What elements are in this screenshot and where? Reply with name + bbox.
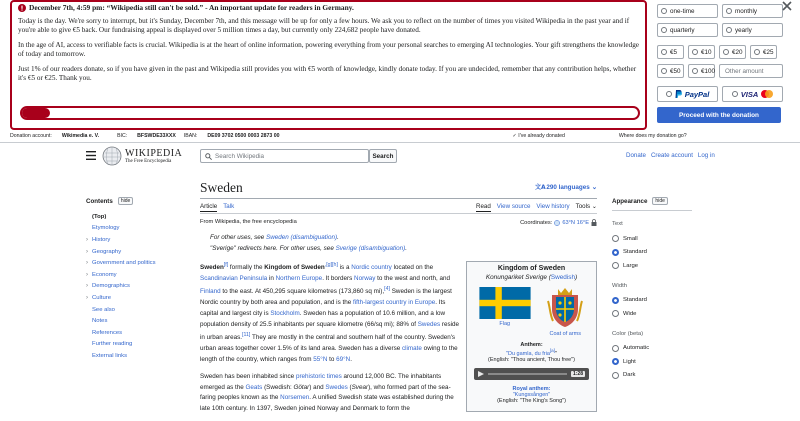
amount-25[interactable]: €25 — [750, 45, 777, 59]
play-icon[interactable] — [478, 371, 484, 377]
tab-view-history[interactable]: View history — [536, 203, 570, 210]
width-option-label: Wide — [623, 310, 637, 317]
proceed-donation-button[interactable]: Proceed with the donation — [657, 107, 781, 123]
other-amount-input[interactable]: Other amount — [719, 64, 783, 78]
flag-of-sweden — [479, 287, 531, 319]
infobox-subtitle: Konungariket Sverige (Swedish) — [485, 274, 578, 281]
svg-text:文A: 文A — [535, 184, 546, 191]
toc-item-etymology[interactable] — [86, 223, 181, 235]
anthem-translation: (English: "Thou ancient, Thou free") — [488, 356, 575, 363]
royal-anthem-name[interactable]: "Kungssången" — [512, 391, 551, 398]
hatnote-1-link[interactable]: Sweden (disambiguation) — [266, 234, 338, 241]
donation-progress-bar — [20, 106, 640, 120]
toc-item-label: Government and politics — [92, 260, 156, 267]
toc-item-further-reading[interactable] — [86, 339, 181, 351]
toc-item-label: (Top) — [92, 213, 107, 220]
globe-small-icon — [554, 220, 560, 226]
flag-figure[interactable] — [479, 287, 531, 337]
toc-item-external-links[interactable] — [86, 350, 181, 362]
toc-item-government-and-politics[interactable] — [86, 257, 181, 269]
amount-100[interactable]: €100 — [688, 64, 715, 78]
search-icon — [205, 153, 212, 160]
menu-icon[interactable] — [86, 151, 96, 160]
chevron-right-icon[interactable]: › — [86, 283, 88, 290]
link-69n[interactable]: 69°N — [336, 355, 351, 363]
appeal-title-text: December 7th, 4:59 pm: “Wikipedia still can't be sold.” - An important update for readers in Germany. — [29, 3, 354, 12]
frequency-monthly[interactable]: monthly — [722, 4, 783, 18]
toc-item-references[interactable] — [86, 327, 181, 339]
toc-item-history[interactable] — [86, 234, 181, 246]
width-wide-radio[interactable] — [612, 307, 692, 321]
where-donation-goes-link[interactable]: Where does my donation go? — [618, 133, 687, 139]
tab-article[interactable]: Article — [200, 203, 218, 210]
logo-tagline: The Free Encyclopedia — [125, 158, 172, 164]
link-fifth-largest[interactable]: fifth-largest country in Europe — [352, 299, 436, 307]
text-size-option-label: Small — [623, 235, 638, 242]
coat-of-arms-caption[interactable]: Coat of arms — [549, 331, 581, 337]
color-dark-radio[interactable] — [612, 369, 692, 383]
anthem-label: Anthem: — [520, 342, 543, 348]
tab-talk[interactable]: Talk — [223, 203, 235, 210]
toc-item-geography[interactable] — [86, 246, 181, 258]
coat-of-arms-figure[interactable] — [546, 287, 584, 337]
already-donated-link[interactable]: ✓ I've already donated — [512, 133, 565, 139]
royal-anthem-label[interactable]: Royal anthem: — [512, 385, 551, 392]
color-option-label: Light — [623, 358, 636, 365]
link-nordic-country[interactable]: Nordic country — [351, 264, 392, 272]
infobox — [466, 261, 597, 412]
width-option-label: Standard — [623, 297, 647, 304]
toc-item-culture[interactable] — [86, 292, 181, 304]
paypal-icon — [675, 90, 682, 98]
text-size-large-radio[interactable] — [612, 259, 692, 273]
search-input[interactable]: Search Wikipedia — [200, 149, 369, 163]
hatnote-1: For other uses, see Sweden (disambiguation). — [210, 234, 339, 241]
link-stockholm[interactable]: Stockholm — [270, 310, 300, 318]
toc-item-label: Geography — [92, 248, 122, 255]
text-size-standard-radio[interactable] — [612, 246, 692, 260]
frequency-one-time[interactable]: one-time — [657, 4, 718, 18]
table-of-contents — [86, 197, 181, 362]
amount-10[interactable]: €10 — [688, 45, 715, 59]
flag-caption[interactable]: Flag — [499, 321, 511, 327]
link-swedes-2[interactable]: Swedes — [325, 383, 348, 391]
width-standard-radio[interactable] — [612, 294, 692, 308]
donate-link[interactable]: Donate — [626, 152, 646, 159]
donation-appeal — [10, 0, 647, 130]
mastercard-icon — [761, 90, 773, 98]
globe-icon — [102, 146, 122, 166]
anthem-name: "Du gamla, du fria[a]" — [506, 348, 557, 357]
language-button[interactable]: 文A 290 languages ⌄ — [535, 183, 597, 191]
hatnotes — [200, 233, 597, 254]
frequency-quarterly[interactable]: quarterly — [657, 23, 718, 37]
chevron-right-icon[interactable]: › — [86, 248, 88, 255]
toc-title: Contents — [86, 197, 113, 205]
text-size-option-label: Standard — [623, 249, 647, 256]
user-links — [626, 152, 715, 159]
toc-item-label: Further reading — [92, 341, 133, 348]
lead-paragraph: Sweden[f] formally the Kingdom of Sweden$^{,[g][h]}$ is a Nordic country located on the Scandinavian Peninsula in Northern Europe. It borders Norway to the west and north, and Finland to the east. At 450,295 square kilometres (173,860 sq mi),[4] Sweden is the largest Nordic country by both area and population, and is the fifth-largest country in Europe. Its capital and largest city is Stockholm. Sweden has a population of 10.6 million, and a low population density of 25.5 inhabitants per square kilometre (66/sq mi); 88% of Swedes reside in urban areas.[11] They are mostly in the central and southern half of the country. Sweden's urban areas together cover 1.5% of its land area. Sweden has a diverse climate owing to the length of the country, which ranges from 55°N to 69°N. — [200, 262, 460, 363]
toc-item-demographics[interactable] — [86, 281, 181, 293]
site-header — [0, 143, 800, 173]
toc-item-economy[interactable] — [86, 269, 181, 281]
create-account-link[interactable]: Create account — [650, 152, 693, 159]
toc-item-label: See also — [92, 306, 115, 313]
text-size-option-label: Large — [623, 262, 639, 269]
coordinates-link[interactable]: 63°N 16°E — [562, 219, 589, 226]
toc-item-label: Etymology — [92, 225, 120, 232]
chevron-right-icon[interactable]: › — [86, 271, 88, 278]
appearance-title: Appearance — [612, 197, 648, 205]
hatnote-2-link[interactable]: Sverige (disambiguation) — [335, 244, 406, 252]
tools-menu[interactable]: Tools ⌄ — [575, 203, 597, 210]
article-body — [200, 261, 462, 415]
toc-item-label: References — [92, 329, 123, 336]
color-option-label: Automatic — [623, 345, 650, 352]
color-automatic-radio[interactable] — [612, 342, 692, 356]
info-icon — [18, 4, 26, 12]
coat-of-arms-image — [546, 287, 584, 329]
toc-item-label: Economy — [92, 271, 117, 278]
amount-50[interactable]: €50 — [657, 64, 684, 78]
page-tabs — [200, 200, 597, 214]
link-geats[interactable]: Geats — [245, 383, 263, 391]
color-light-radio[interactable] — [612, 355, 692, 369]
appeal-paragraph-3: Just 1% of our readers donate, so if you have given in the past and Wikipedia still provides you with €5 worth of knowledge, kindly donate today. If you are undecided, remember that any contribution helps, whether it's €5 or €25. Thank you. — [18, 64, 637, 83]
text-size-small-radio[interactable] — [612, 232, 692, 246]
royal-anthem-translation: (English: "The King's Song") — [497, 397, 566, 404]
toc-item-label: External links — [92, 352, 128, 359]
lock-icon — [591, 219, 597, 226]
wikipedia-logo[interactable] — [102, 146, 182, 166]
site-subtitle: From Wikipedia, the free encyclopedia — [200, 219, 297, 225]
amount-20[interactable]: €20 — [719, 45, 746, 59]
banner-footer: Donation account: Wikimedia e. V. BIC: BFSWDE33XXX IBAN: DE09 3702 0500 0003 2873 00 ✓ I've already donated Where does my donation go? — [10, 133, 687, 139]
history-paragraph: Sweden has been inhabited since prehistoric times around 12,000 BC. The inhabitants emerged as the Geats (Swedish: Götar) and Swedes (Svear), who formed part of the sea-faring peoples known as the Norsemen. A unified Swedish state was established during the late 10th century. In 1397, Sweden joined Norway and Denmark to form the — [200, 372, 454, 413]
link-scandinavian-peninsula[interactable]: Scandinavian Peninsula — [200, 275, 268, 283]
link-finland[interactable]: Finland — [200, 288, 221, 296]
infobox-title: Kingdom of Sweden — [497, 265, 566, 272]
close-icon[interactable] — [781, 0, 793, 12]
audio-duration: 1:28 — [572, 370, 583, 377]
toc-item-notes[interactable] — [86, 315, 181, 327]
chevron-right-icon[interactable]: › — [86, 260, 88, 267]
chevron-down-icon: ⌄ — [591, 183, 597, 191]
link-55n[interactable]: 55°N — [313, 355, 328, 363]
card-button[interactable]: VISA — [722, 86, 783, 102]
toc-item-label: Culture — [92, 294, 111, 301]
color-option-label: Dark — [623, 372, 636, 379]
width-label: Width — [612, 282, 628, 289]
text-size-label: Text — [612, 221, 623, 227]
paypal-button[interactable]: PayPal — [657, 86, 718, 102]
toc-item-label: Demographics — [92, 283, 130, 290]
translate-icon — [535, 183, 544, 191]
search-button[interactable]: Search — [369, 149, 397, 163]
tab-view-source[interactable]: View source — [496, 203, 531, 210]
coordinates: Coordinates: 63°N 16°E — [520, 219, 597, 226]
link-climate[interactable]: climate — [401, 344, 422, 352]
appeal-paragraph-1: Today is the day. We're sorry to interrupt, but it's Sunday, December 7th, and this message will be up for only a few hours. We ask you to reflect on the number of times you visited Wikipedia in the past year and if you're able to give €5 back. Our fundraising appeal is displayed over 5 million times a day, but currently only 224,682 people have donated. — [18, 16, 630, 35]
chevron-right-icon[interactable]: › — [86, 236, 88, 243]
toc-item-top[interactable] — [86, 211, 181, 223]
appearance-hide-button[interactable]: hide — [652, 197, 667, 205]
frequency-yearly[interactable]: yearly — [722, 23, 783, 37]
color-label: Color (beta) — [612, 330, 644, 337]
toc-item-label: Notes — [92, 318, 108, 325]
link-swedes[interactable]: Swedes — [417, 321, 441, 329]
hatnote-2: "Sverige" redirects here. For other uses, see Sverige (disambiguation). — [210, 244, 407, 252]
logo-wordmark: WIKIPEDIA — [125, 147, 183, 159]
toc-item-see-also[interactable] — [86, 304, 181, 316]
tab-read[interactable]: Read — [476, 203, 491, 210]
donation-form — [657, 4, 783, 123]
donation-progress-fill — [22, 108, 50, 118]
appearance-panel — [612, 197, 692, 382]
amount-5[interactable]: €5 — [657, 45, 684, 59]
toc-hide-button[interactable]: hide — [118, 197, 133, 205]
toc-item-label: History — [92, 236, 111, 243]
link-northern-europe[interactable]: Northern Europe — [275, 275, 323, 283]
link-norsemen[interactable]: Norsemen — [280, 394, 310, 402]
anthem-link[interactable]: "Du gamla, du fria — [506, 350, 550, 357]
donation-banner — [0, 0, 800, 143]
chevron-right-icon[interactable]: › — [86, 294, 88, 301]
anthem-audio-player[interactable] — [474, 368, 589, 380]
link-prehistoric[interactable]: prehistoric times — [295, 372, 342, 380]
login-link[interactable]: Log in — [697, 152, 715, 159]
page-title: Sweden — [200, 180, 243, 195]
appeal-title — [18, 3, 639, 13]
appeal-paragraph-2: In the age of AI, access to verifiable facts is crucial. Wikipedia is at the heart of online information, powering everything from your personal searches to emerging AI technologies. Your gift strengthens the knowledge of today and tomorrow. — [18, 40, 639, 59]
link-norway[interactable]: Norway — [354, 275, 376, 283]
